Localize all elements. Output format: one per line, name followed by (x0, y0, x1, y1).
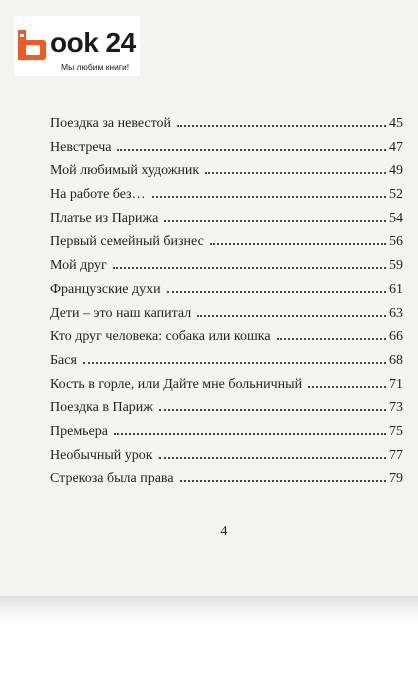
toc-dot-leader (277, 338, 386, 340)
toc-dot-leader (205, 172, 386, 174)
toc-entry-page: 49 (389, 163, 403, 179)
toc-entry (50, 234, 403, 258)
toc-entry (50, 377, 403, 401)
toc-entry (50, 282, 403, 306)
page-number: 4 (220, 524, 228, 539)
toc-entry (50, 329, 403, 353)
toc-entry-title: На работе без… (50, 187, 146, 203)
toc-entry-title: Мой друг (50, 258, 107, 274)
toc-entry-page: 61 (389, 281, 403, 297)
toc-entry (50, 163, 403, 187)
toc-entry-page: 54 (389, 210, 403, 226)
toc-entry (50, 306, 403, 330)
toc-entry-title: Платье из Парижа (50, 210, 159, 226)
logo-brand-word: ook 24 (50, 27, 136, 58)
toc-entry-title: Необычный урок (50, 447, 153, 463)
toc-dot-leader (308, 386, 386, 388)
toc-entry-page: 52 (389, 187, 403, 203)
toc-entry-title: Мой любимый художник (50, 163, 200, 179)
toc-entry (50, 258, 403, 282)
toc-entry-title: Кость в горле, или Дайте мне больничный (50, 376, 303, 392)
toc-entry-title: Поездка в Париж (50, 400, 153, 416)
toc-entry-page: 79 (389, 471, 403, 487)
toc-entry-title: Кто друг человека: собака или кошка (50, 329, 271, 345)
toc-dot-leader (164, 220, 386, 222)
toc-entry (50, 471, 403, 495)
toc-dot-leader (159, 457, 386, 459)
toc-dot-leader (113, 267, 386, 269)
book24-logo[interactable] (14, 16, 140, 76)
toc-entry-page: 68 (389, 352, 403, 368)
toc-entry-page: 47 (389, 139, 403, 155)
table-of-contents (50, 116, 403, 495)
toc-entry-page: 75 (389, 423, 403, 439)
toc-dot-leader (152, 196, 386, 198)
page-bottom-shadow (0, 596, 418, 624)
toc-entry-title: Бася (50, 352, 77, 368)
toc-dot-leader (210, 243, 386, 245)
toc-dot-leader (167, 291, 386, 293)
toc-entry-title: Стрекоза была права (50, 471, 174, 487)
toc-dot-leader (114, 433, 386, 435)
toc-entry-title: Первый семейный бизнес (50, 234, 204, 250)
toc-entry-page: 45 (389, 116, 403, 131)
toc-entry (50, 140, 403, 164)
toc-entry-title: Французские духи (50, 281, 161, 297)
toc-entry-title: Невстреча (50, 139, 112, 155)
toc-entry (50, 424, 403, 448)
toc-dot-leader (83, 362, 386, 364)
toc-entry-title: Поездка за невестой (50, 116, 172, 131)
toc-dot-leader (180, 480, 386, 482)
toc-dot-leader (159, 409, 386, 411)
toc-dot-leader (197, 315, 386, 317)
toc-entry-page: 71 (389, 376, 403, 392)
toc-entry-page: 59 (389, 258, 403, 274)
toc-entry-page: 63 (389, 305, 403, 321)
toc-entry-page: 66 (389, 329, 403, 345)
toc-entry (50, 116, 403, 140)
toc-entry-page: 73 (389, 400, 403, 416)
toc-entry (50, 448, 403, 472)
toc-entry (50, 353, 403, 377)
logo-tagline: Мы любим книги! (61, 62, 130, 72)
book24-b-icon (18, 30, 48, 60)
toc-dot-leader (177, 125, 386, 127)
toc-entry-title: Дети – это наш капитал (50, 305, 192, 321)
toc-entry (50, 187, 403, 211)
toc-entry (50, 211, 403, 235)
toc-entry-page: 77 (389, 447, 403, 463)
toc-entry-title: Премьера (50, 423, 108, 439)
toc-dot-leader (117, 149, 386, 151)
toc-entry (50, 400, 403, 424)
toc-entry-page: 56 (389, 234, 403, 250)
